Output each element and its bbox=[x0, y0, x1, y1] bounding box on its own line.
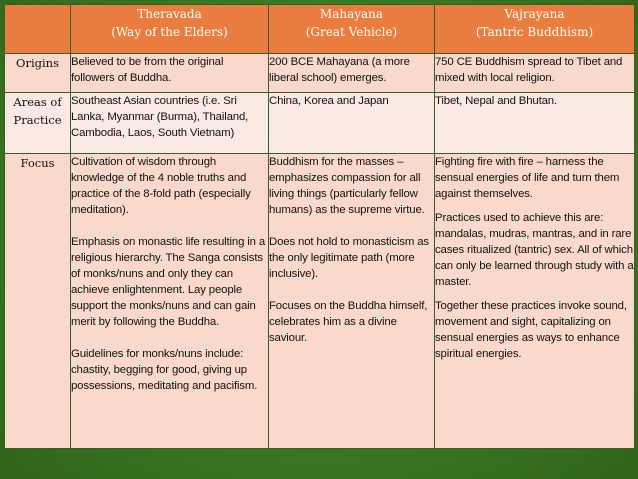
focus-mahayana-para-3: Focuses on the Buddha himself, celebrates him as a divine saviour. bbox=[269, 300, 428, 344]
origins-mahayana-cell: 200 BCE Mahayana (a more liberal school) emerges. bbox=[269, 54, 435, 93]
header-theravada-subtitle: (Way of the Elders) bbox=[111, 25, 228, 39]
focus-mahayana-para-2: Does not hold to monasticism as the only legitimate path (more inclusive). bbox=[269, 236, 429, 280]
focus-theravada-cell bbox=[71, 154, 269, 449]
origins-theravada-cell: Believed to be from the original followers of Buddha. bbox=[71, 54, 269, 93]
areas-label-line1: Areas of bbox=[13, 95, 62, 109]
focus-mahayana-cell bbox=[269, 154, 435, 449]
focus-vajrayana-para-3: Together these practices invoke sound, movement and sight, capitalizing on sensual energies as ways to enhance spiritual energies. bbox=[435, 300, 627, 360]
focus-vajrayana-cell bbox=[435, 154, 635, 449]
focus-row-label: Focus bbox=[5, 154, 71, 449]
origins-row-label: Origins bbox=[5, 54, 71, 93]
origins-vajrayana-cell: 750 CE Buddhism spread to Tibet and mixed with local religion. bbox=[435, 54, 635, 93]
header-mahayana-subtitle: (Great Vehicle) bbox=[305, 25, 398, 39]
areas-theravada-cell: Southeast Asian countries (i.e. Sri Lanka, Myanmar (Burma), Thailand, Cambodia, Laos, South Vietnam) bbox=[71, 93, 269, 154]
focus-theravada-para-3: Guidelines for monks/nuns include: chastity, begging for good, giving up possessions, meditating and pacifism. bbox=[71, 348, 258, 392]
origins-row bbox=[5, 54, 635, 93]
header-vajrayana-subtitle: (Tantric Buddhism) bbox=[475, 25, 594, 39]
focus-mahayana-para-1: Buddhism for the masses – emphasizes compassion for all living things (particularly fellow humans) as the supreme virtue. bbox=[269, 156, 425, 216]
header-corner-cell bbox=[5, 5, 71, 54]
header-row bbox=[5, 5, 635, 54]
header-vajrayana-name: Vajrayana bbox=[504, 7, 565, 21]
areas-row bbox=[5, 93, 635, 154]
focus-theravada-para-1: Cultivation of wisdom through knowledge of the 4 noble truths and practice of the 8-fold path (especially meditation). bbox=[71, 156, 251, 216]
header-theravada-name: Theravada bbox=[137, 7, 202, 21]
header-theravada bbox=[71, 5, 269, 54]
focus-vajrayana-para-1: Fighting fire with fire – harness the sensual energies of life and turn them against themselves. bbox=[435, 156, 620, 200]
buddhism-comparison-table bbox=[4, 4, 635, 449]
header-vajrayana bbox=[435, 5, 635, 54]
areas-vajrayana-cell: Tibet, Nepal and Bhutan. bbox=[435, 93, 635, 154]
areas-row-label bbox=[5, 93, 71, 154]
focus-vajrayana-para-2: Practices used to achieve this are: mandalas, mudras, mantras, and in rare cases ritualized (tantric) sex. All of which can only be learned through study with a master. bbox=[435, 212, 634, 288]
areas-label-line2: Practice bbox=[13, 113, 62, 127]
header-mahayana bbox=[269, 5, 435, 54]
focus-theravada-para-2: Emphasis on monastic life resulting in a religious hierarchy. The Sanga consists of monks/nuns and only they can achieve enlightenment. Lay people support the monks/nuns and can gain merit by following the Buddha. bbox=[71, 236, 266, 328]
areas-mahayana-cell: China, Korea and Japan bbox=[269, 93, 435, 154]
header-mahayana-name: Mahayana bbox=[319, 7, 384, 21]
focus-row bbox=[5, 154, 635, 449]
